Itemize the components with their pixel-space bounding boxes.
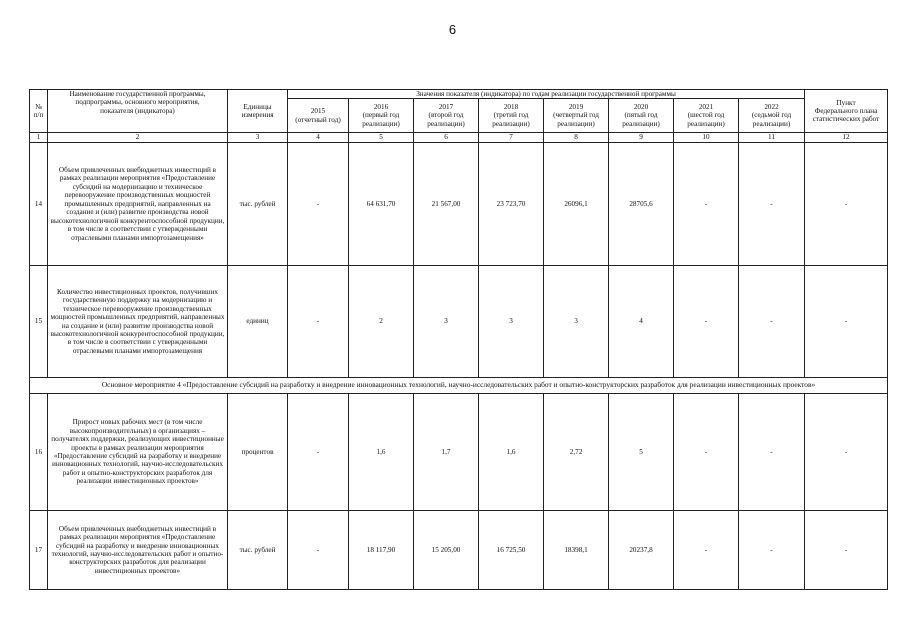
column-number: 2	[48, 133, 228, 143]
header-year	[739, 99, 805, 133]
header-unit: Единицы измерения	[228, 90, 288, 133]
year-note: (седьмой год реализации)	[751, 111, 792, 128]
year-label: 2020	[633, 103, 649, 112]
unit: тыс. рублей	[228, 143, 288, 266]
column-number-row	[30, 133, 888, 143]
table-row	[30, 394, 888, 511]
value-cell: 20237,8	[609, 511, 674, 590]
year-label: 2015	[310, 107, 326, 116]
year-note: (отчетный год)	[295, 115, 341, 124]
stat-point: -	[805, 394, 888, 511]
year-label: 2022	[764, 103, 779, 112]
value-cell: -	[739, 143, 805, 266]
indicator-name: Прирост новых рабочих мест (в том числе высокопроизводительных) в организациях – получателях поддержки, реализующих инвестиционные проекты в рамках реализации мероприятия «Предоставление субсидий на разработку и внедрение инновационных технологий, научно-исследовательских работ и опытно-конструкторских разработок для реализации инвестиционных проектов»	[48, 394, 228, 511]
value-cell: -	[674, 394, 739, 511]
stat-point: -	[805, 511, 888, 590]
stat-point: -	[805, 143, 888, 266]
value-cell: 5	[609, 394, 674, 511]
row-number: 17	[30, 511, 48, 590]
value-cell: -	[739, 394, 805, 511]
column-number: 10	[674, 133, 739, 143]
table-row	[30, 511, 888, 590]
value-cell: 1,7	[414, 394, 479, 511]
table-row	[30, 143, 888, 266]
value-cell: 64 631,70	[349, 143, 414, 266]
column-number: 9	[609, 133, 674, 143]
header-year	[544, 99, 609, 133]
value-cell: 15 205,00	[414, 511, 479, 590]
table-row	[30, 266, 888, 378]
row-number: 14	[30, 143, 48, 266]
year-label: 2019	[568, 103, 584, 112]
year-note: (третий год реализации)	[492, 111, 530, 128]
value-cell: -	[674, 266, 739, 378]
column-number: 5	[349, 133, 414, 143]
indicators-table	[29, 89, 888, 590]
value-cell: 2	[349, 266, 414, 378]
indicator-name: Количество инвестиционных проектов, получивших государственную поддержку на модернизацию и техническое перевооружение производственных мощностей промышленных предприятий, направленных на создание и (или) развитие производства новой высокотехнологичной конкурентоспособной продукции, в том числе в соответствии с утвержденными отраслевыми планами импортозамещения	[48, 266, 228, 378]
value-cell: 28705,6	[609, 143, 674, 266]
value-cell: -	[739, 266, 805, 378]
value-cell: 23 723,70	[479, 143, 544, 266]
header-name: Наименование государственной программы, подпрограммы, основного мероприятия, показателя (индикатора)	[48, 90, 228, 133]
indicator-name: Объем привлеченных внебюджетных инвестиций в рамках реализации мероприятия «Предоставление субсидий на разработку и внедрение инновационных технологий, научно-исследовательских работ и опытно-конструкторских разработок для реализации инвестиционных проектов»	[48, 511, 228, 590]
value-cell: -	[288, 511, 349, 590]
section-row	[30, 378, 888, 394]
value-cell: 4	[609, 266, 674, 378]
header-years-group: Значения показателя (индикатора) по годам реализации государственной программы	[288, 90, 805, 99]
column-number: 7	[479, 133, 544, 143]
header-year	[349, 99, 414, 133]
year-label: 2016	[373, 103, 389, 112]
year-note: (четвертый год реализации)	[553, 111, 599, 128]
value-cell: 16 725,50	[479, 511, 544, 590]
header-num: № п/п	[30, 90, 48, 133]
value-cell: 18398,1	[544, 511, 609, 590]
section-title: Основное мероприятие 4 «Предоставление субсидий на разработку и внедрение инновационных технологий, научно-исследовательских работ и опытно-конструкторских разработок для реализации инвестиционных проектов»	[30, 378, 888, 394]
value-cell: -	[674, 143, 739, 266]
column-number: 6	[414, 133, 479, 143]
value-cell: -	[288, 394, 349, 511]
year-label: 2018	[503, 103, 519, 112]
column-number: 3	[228, 133, 288, 143]
value-cell: 3	[479, 266, 544, 378]
year-note: (второй год реализации)	[427, 111, 465, 128]
value-cell: 26096,1	[544, 143, 609, 266]
value-cell: 1,6	[349, 394, 414, 511]
header-year	[609, 99, 674, 133]
value-cell: -	[739, 511, 805, 590]
row-number: 15	[30, 266, 48, 378]
column-number: 11	[739, 133, 805, 143]
page-number: 6	[448, 22, 457, 37]
year-note: (пятый год реализации)	[622, 111, 660, 128]
column-number: 12	[805, 133, 888, 143]
column-number: 1	[30, 133, 48, 143]
header-year	[414, 99, 479, 133]
year-note: (шестой год реализации)	[687, 111, 725, 128]
value-cell: -	[288, 143, 349, 266]
column-number: 8	[544, 133, 609, 143]
header-year	[674, 99, 739, 133]
value-cell: 18 117,90	[349, 511, 414, 590]
value-cell: -	[288, 266, 349, 378]
value-cell: 21 567,00	[414, 143, 479, 266]
value-cell: 2,72	[544, 394, 609, 511]
value-cell: 3	[544, 266, 609, 378]
header-year	[479, 99, 544, 133]
value-cell: 3	[414, 266, 479, 378]
header-year	[288, 99, 349, 133]
value-cell: 1,6	[479, 394, 544, 511]
year-note: (первый год реализации)	[362, 111, 400, 128]
year-label: 2017	[438, 103, 454, 112]
column-number: 4	[288, 133, 349, 143]
unit: тыс. рублей	[228, 511, 288, 590]
indicator-name: Объем привлеченных внебюджетных инвестиций в рамках реализации мероприятия «Предоставление субсидий на модернизацию и техническое перевооружение производственных мощностей промышленных предприятий, направленных на создание и (или) развитие производства новой высокотехнологичной конкурентоспособной продукции, в том числе в соответствии с утвержденными отраслевыми планами импортозамещения»	[48, 143, 228, 266]
stat-point: -	[805, 266, 888, 378]
unit: единиц	[228, 266, 288, 378]
unit: процентов	[228, 394, 288, 511]
value-cell: -	[674, 511, 739, 590]
year-label: 2021	[698, 103, 714, 112]
header-stat-point: Пункт Федерального плана статистических работ	[805, 90, 888, 133]
row-number: 16	[30, 394, 48, 511]
